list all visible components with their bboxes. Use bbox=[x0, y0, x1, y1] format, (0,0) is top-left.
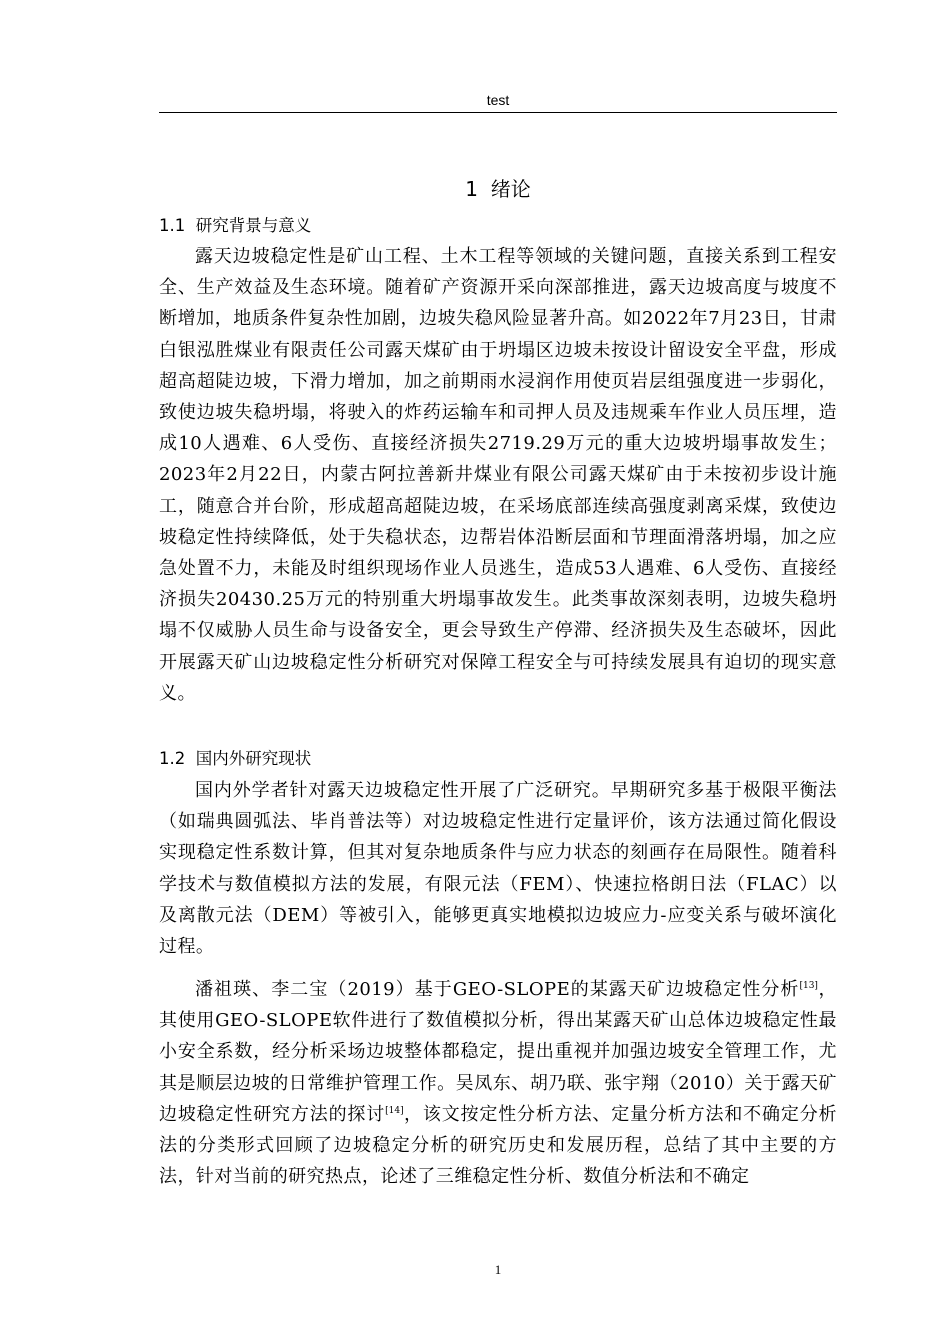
header-rule bbox=[159, 112, 837, 113]
paragraph-text: ，其使用GEO-SLOPE软件进行了数值模拟分析，得出某露天矿山总体边坡稳定性最小安全系数，经分析采场边坡整体都稳定，提出重视并加强边坡安全管理工作，尤其是顺层边坡的日常维护管理工作。吴凤东、胡乃联、张宇翔（2010）关于露天矿边坡稳定性研究方法的探讨 bbox=[159, 979, 837, 1125]
research-status-paragraph-1: 国内外学者针对露天边坡稳定性开展了广泛研究。早期研究多基于极限平衡法（如瑞典圆弧法、毕肖普法等）对边坡稳定性进行定量评价，该方法通过简化假设实现稳定性系数计算，但其对复杂地质条件与应力状态的刻画存在局限性。随着科学技术与数值模拟方法的发展，有限元法（FEM）、快速拉格朗日法（FLAC）以及离散元法（DEM）等被引入，能够更真实地模拟边坡应力-应变关系与破坏演化过程。 bbox=[159, 780, 837, 958]
chapter-title: 1 绪论 bbox=[465, 177, 531, 201]
section-heading-1-1: 1.1 研究背景与意义 bbox=[159, 216, 312, 235]
citation-13: [13] bbox=[799, 981, 818, 991]
running-header: test bbox=[486, 92, 510, 108]
paragraph-text: 潘祖瑛、李二宝（2019）基于GEO-SLOPE的某露天矿边坡稳定性分析 bbox=[195, 979, 800, 1000]
section-heading-1-2: 1.2 国内外研究现状 bbox=[159, 749, 312, 768]
paragraph-text: ，该文按定性分析方法、定量分析方法和不确定分析法的分类形式回顾了边坡稳定分析的研究历史和发展历程，总结了其中主要的方法，针对当前的研究热点，论述了三维稳定性分析、数值分析法和不确定 bbox=[159, 1103, 837, 1188]
page-number: 1 bbox=[494, 1262, 502, 1277]
background-paragraph: 露天边坡稳定性是矿山工程、土木工程等领域的关键问题，直接关系到工程安全、生产效益及生态环境。随着矿产资源开采向深部推进，露天边坡高度与坡度不断增加，地质条件复杂性加剧，边坡失稳风险显著升高。如2022年7月23日，甘肃白银泓胜煤业有限责任公司露天煤矿由于坍塌区边坡未按设计留设安全平盘，形成超高超陡边坡，下滑力增加，加之前期雨水浸润作用使页岩层组强度进一步弱化，致使边坡失稳坍塌，将驶入的炸药运输车和司押人员及违规乘车作业人员压埋，造成10人遇难、6人受伤、直接经济损失2719.29万元的重大边坡坍塌事故发生；2023年2月22日，内蒙古阿拉善新井煤业有限公司露天煤矿由于未按初步设计施工，随意合并台阶，形成超高超陡边坡，在采场底部连续高强度剥离采煤，致使边坡稳定性持续降低，处于失稳状态，边帮岩体沿断层面和节理面滑落坍塌，加之应急处置不力，未能及时组织现场作业人员逃生，造成53人遇难、6人受伤、直接经济损失20430.25万元的特别重大坍塌事故发生。此类事故深刻表明，边坡失稳坍塌不仅威胁人员生命与设备安全，更会导致生产停滞、经济损失及生态破坏，因此开展露天矿山边坡稳定性分析研究对保障工程安全与可持续发展具有迫切的现实意义。 bbox=[159, 246, 837, 704]
citation-14: [14] bbox=[385, 1105, 404, 1116]
research-status-paragraph-2 bbox=[159, 974, 837, 1192]
